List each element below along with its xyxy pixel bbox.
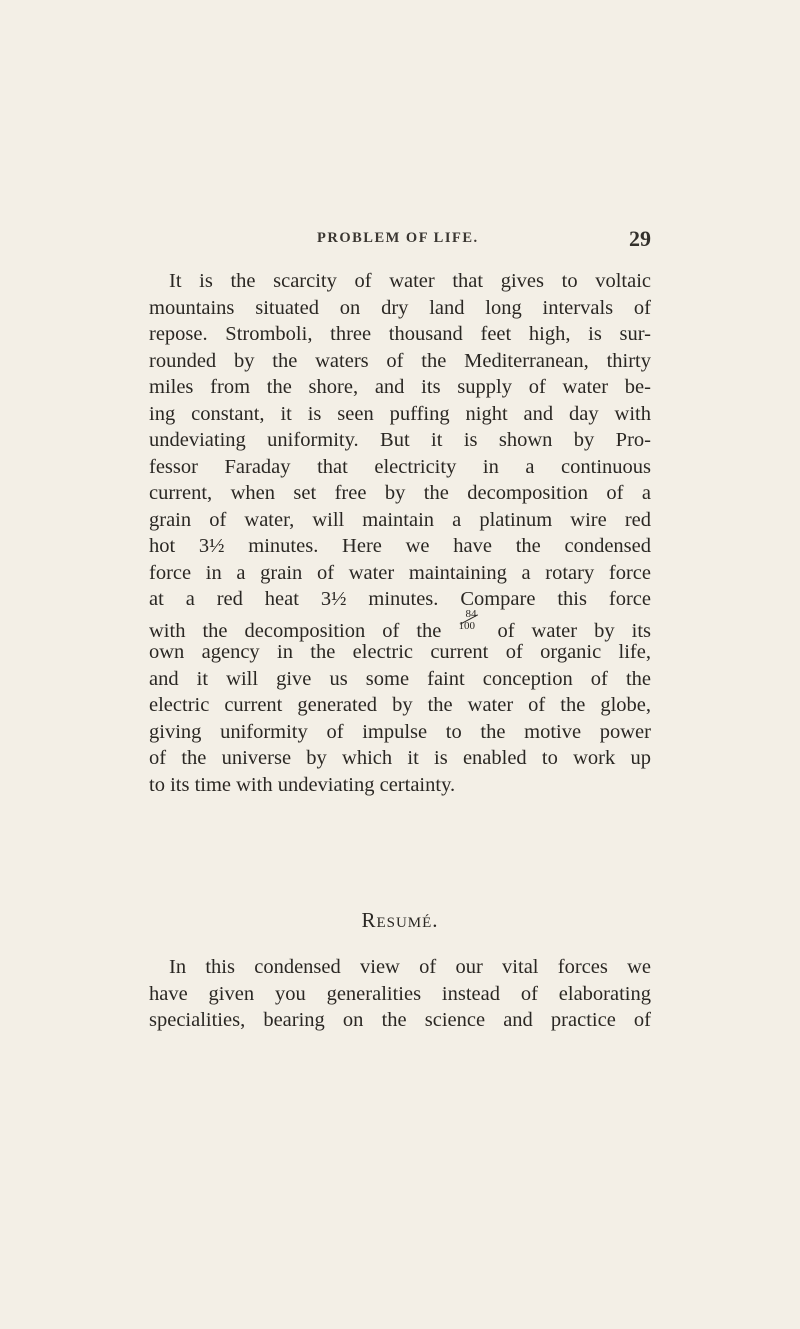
- section-heading: Resumé.: [361, 908, 439, 932]
- fraction-line-before: with the decomposition of the: [149, 619, 459, 642]
- text-line: current, when set free by the decomposition of a: [149, 482, 651, 504]
- text-line: It is the scarcity of water that gives to voltaic: [169, 270, 651, 292]
- running-head: [149, 226, 651, 256]
- paragraph-resume: [149, 954, 651, 1034]
- text-line: In this condensed view of our vital forces we: [169, 956, 651, 978]
- text-line: fessor Faraday that electricity in a continuous: [149, 455, 651, 478]
- text-line: giving uniformity of impulse to the motive power: [149, 720, 651, 743]
- text-line: hot 3½ minutes. Here we have the condensed: [149, 535, 651, 557]
- text-line: electric current generated by the water of the globe,: [149, 694, 651, 716]
- text-line: grain of water, will maintain a platinum wire red: [149, 508, 651, 531]
- text-line: mountains situated on dry land long intervals of: [149, 296, 651, 319]
- text-line: specialities, bearing on the science and practice of: [149, 1009, 651, 1031]
- text-line: have given you generalities instead of elaborating: [149, 982, 651, 1005]
- fraction-denominator: 100: [458, 619, 475, 632]
- text-line: force in a grain of water maintaining a rotary force: [149, 561, 651, 584]
- fraction-numerator: 84: [465, 607, 477, 620]
- text-line: own agency in the electric current of organic life,: [149, 641, 651, 663]
- paragraph-stromboli: [149, 268, 651, 798]
- text-line: rounded by the waters of the Mediterranean, thirty: [149, 349, 651, 372]
- text-line: ing constant, it is seen puffing night and day with: [149, 402, 651, 425]
- text-line: miles from the shore, and its supply of water be-: [149, 376, 651, 398]
- fraction-line-after: of water by its: [480, 619, 651, 642]
- text-line: of the universe by which it is enabled to work up: [149, 747, 651, 769]
- text-line: at a red heat 3½ minutes. Compare this force: [149, 588, 651, 610]
- text-line: undeviating uniformity. But it is shown by Pro-: [149, 429, 651, 451]
- text-line: repose. Stromboli, three thousand feet high, is sur-: [149, 323, 651, 345]
- text-line-fraction: [149, 607, 651, 642]
- running-title: PROBLEM OF LIFE.: [317, 230, 479, 246]
- text-line: to its time with undeviating certainty.: [149, 773, 456, 796]
- page-number: 29: [629, 226, 651, 251]
- text-line: and it will give us some faint conception of the: [149, 667, 651, 690]
- fraction: [458, 607, 480, 633]
